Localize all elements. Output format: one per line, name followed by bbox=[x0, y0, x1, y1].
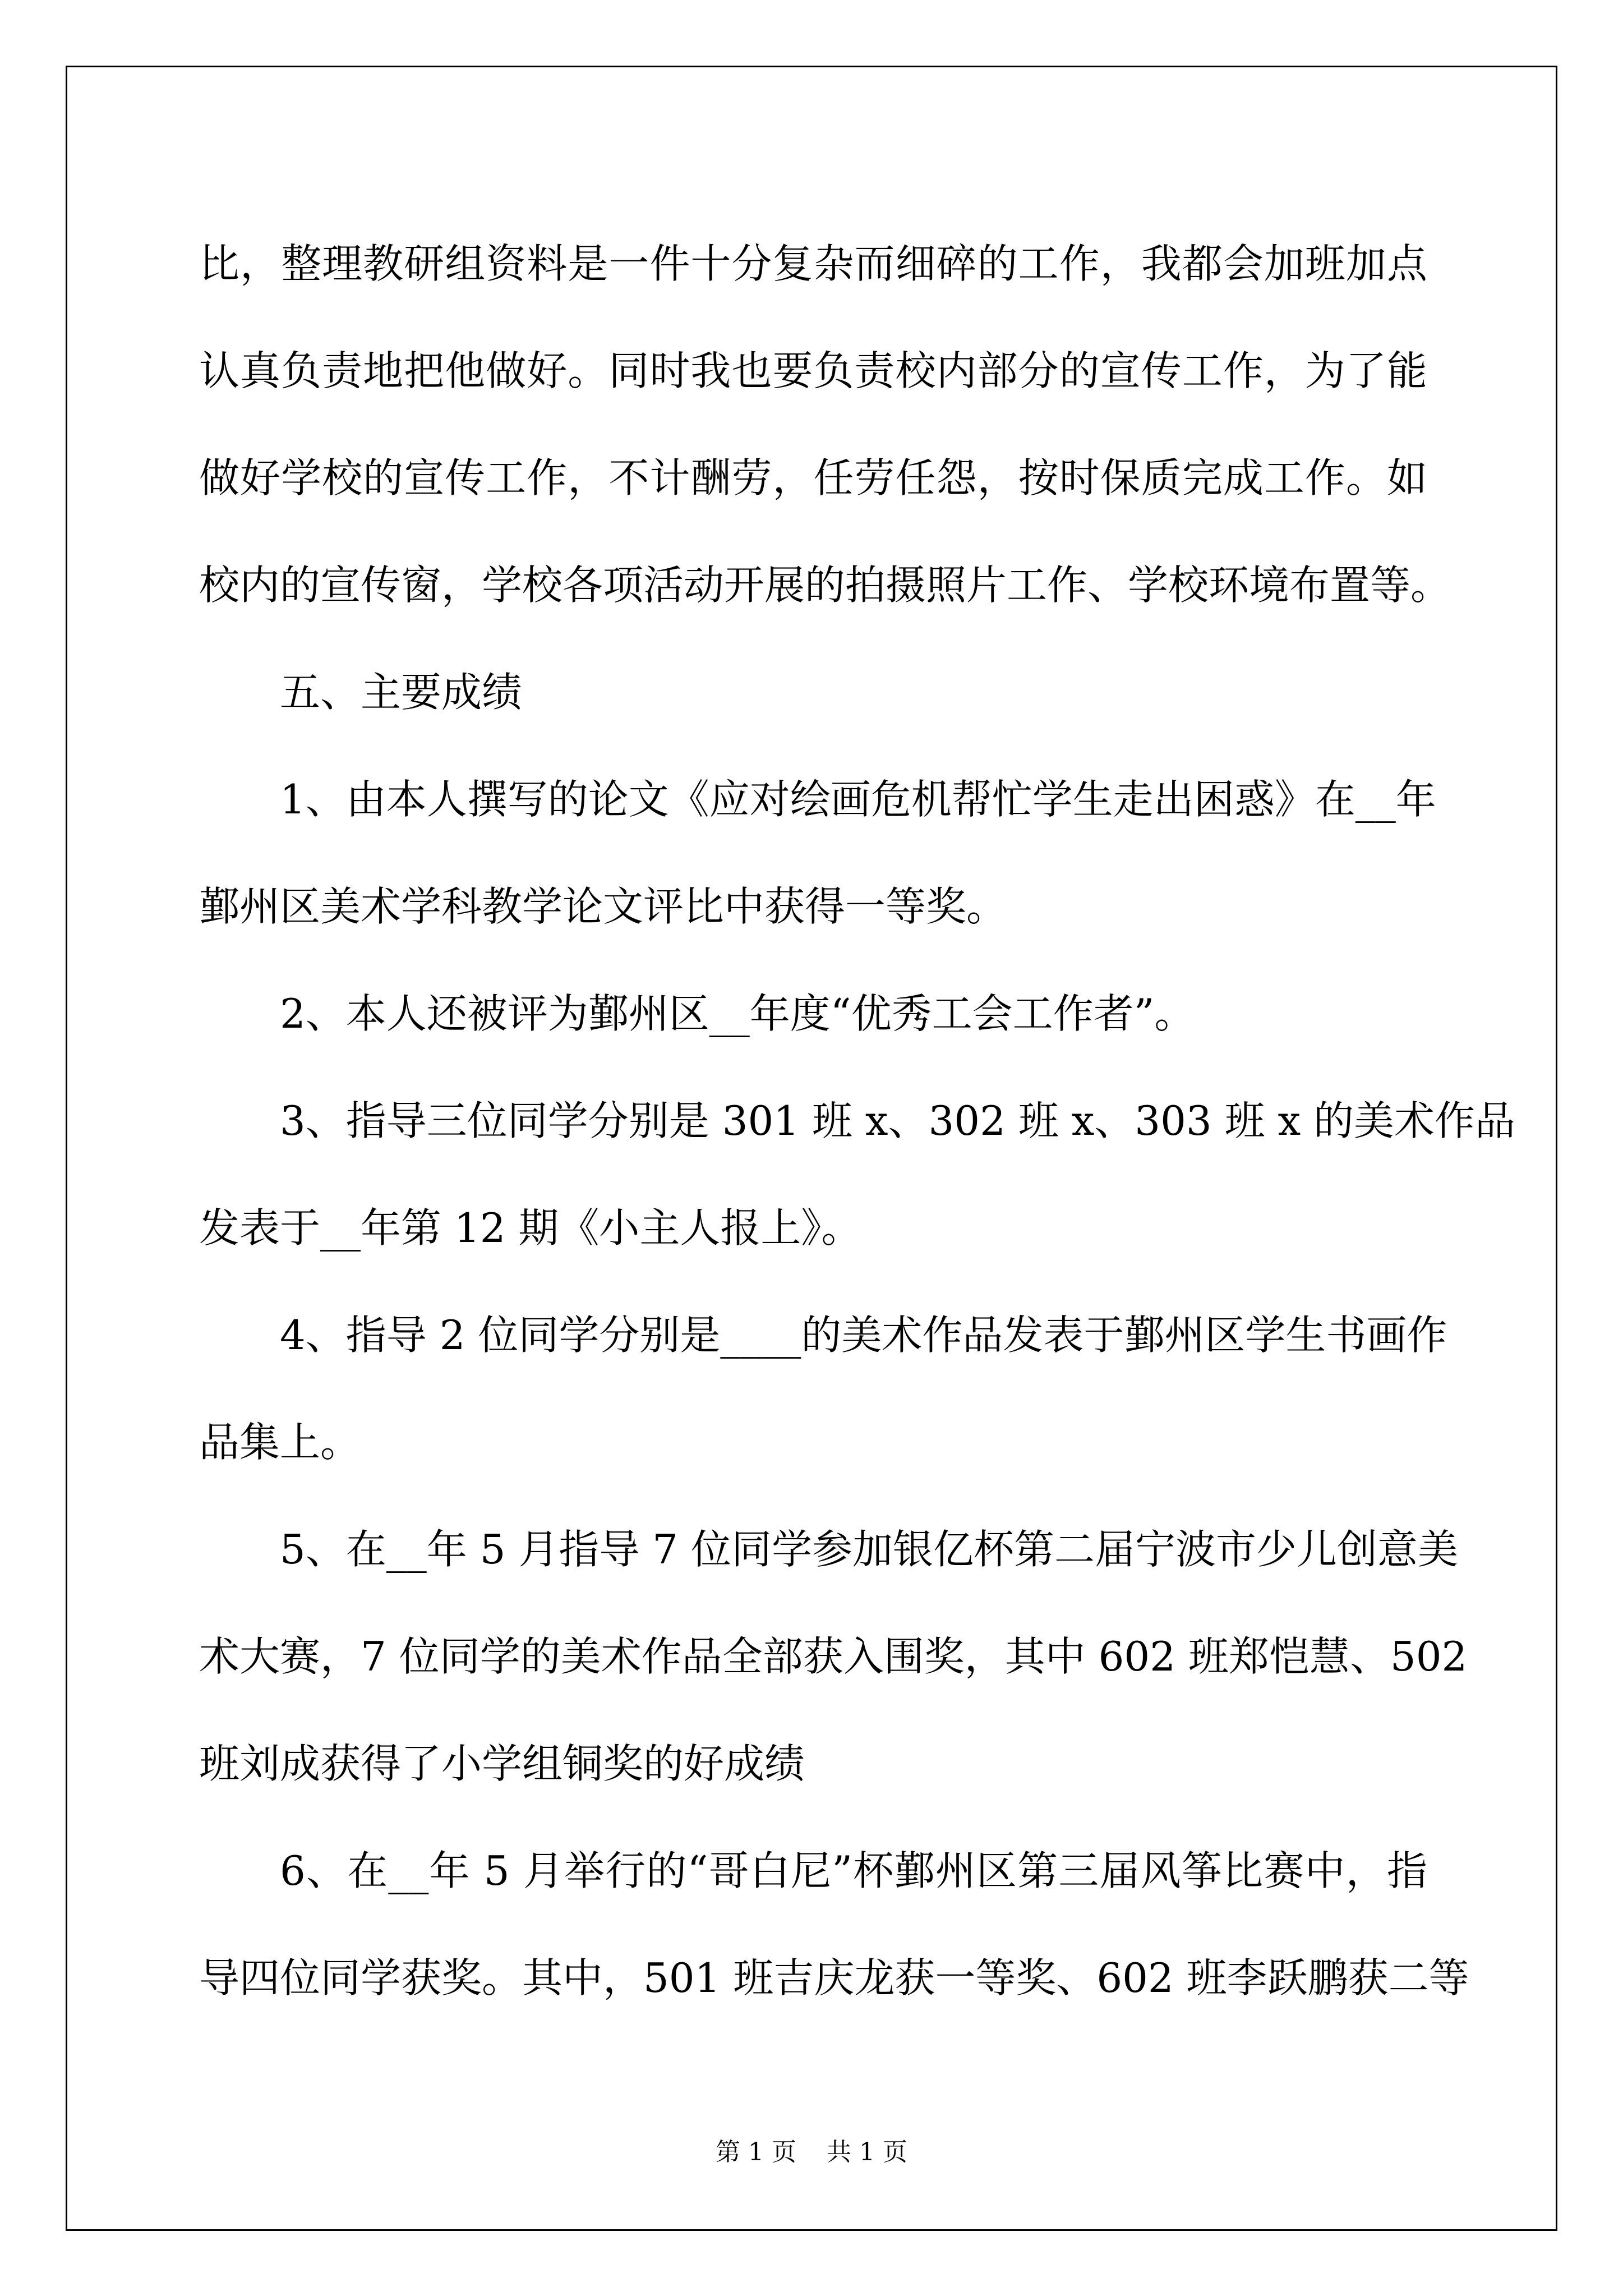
page-number: 第 1 页 bbox=[716, 2138, 796, 2166]
section-heading: 五、主要成绩 bbox=[280, 669, 523, 716]
text-line: 品集上。 bbox=[199, 1419, 361, 1466]
page-footer bbox=[0, 2132, 1623, 2168]
text-line: 校内的宣传窗，学校各项活动开展的拍摄照片工作、学校环境布置等。 bbox=[199, 562, 1451, 609]
text-line: 做好学校的宣传工作，不计酬劳，任劳任怨，按时保质完成工作。如 bbox=[199, 454, 1427, 501]
document-body bbox=[199, 210, 1515, 2032]
page-total: 共 1 页 bbox=[827, 2138, 907, 2166]
text-line: 2、本人还被评为鄞州区__年度“优秀工会工作者”。 bbox=[280, 990, 1195, 1037]
text-line: 3、指导三位同学分别是 301 班 x、302 班 x、303 班 x 的美术作品 bbox=[280, 1097, 1515, 1144]
text-line: 4、指导 2 位同学分别是____的美术作品发表于鄞州区学生书画作 bbox=[280, 1312, 1447, 1359]
text-line: 1、由本人撰写的论文《应对绘画危机帮忙学生走出困惑》在__年 bbox=[280, 776, 1436, 823]
text-line: 5、在__年 5 月指导 7 位同学参加银亿杯第二届宁波市少儿创意美 bbox=[280, 1526, 1458, 1573]
text-line: 鄞州区美术学科教学论文评比中获得一等奖。 bbox=[199, 883, 1007, 930]
text-line: 发表于__年第 12 期《小主人报上》。 bbox=[199, 1204, 862, 1251]
text-line: 比，整理教研组资料是一件十分复杂而细碎的工作，我都会加班加点 bbox=[199, 240, 1427, 287]
text-line: 6、在__年 5 月举行的“哥白尼”杯鄞州区第三届风筝比赛中，指 bbox=[280, 1847, 1427, 1894]
text-line: 术大赛，7 位同学的美术作品全部获入围奖，其中 602 班郑恺慧、502 bbox=[199, 1633, 1468, 1680]
text-line: 导四位同学获奖。其中，501 班吉庆龙获一等奖、602 班李跃鹏获二等 bbox=[199, 1954, 1469, 2001]
text-line: 认真负责地把他做好。同时我也要负责校内部分的宣传工作，为了能 bbox=[199, 347, 1427, 394]
text-line: 班刘成获得了小学组铜奖的好成绩 bbox=[199, 1740, 805, 1787]
